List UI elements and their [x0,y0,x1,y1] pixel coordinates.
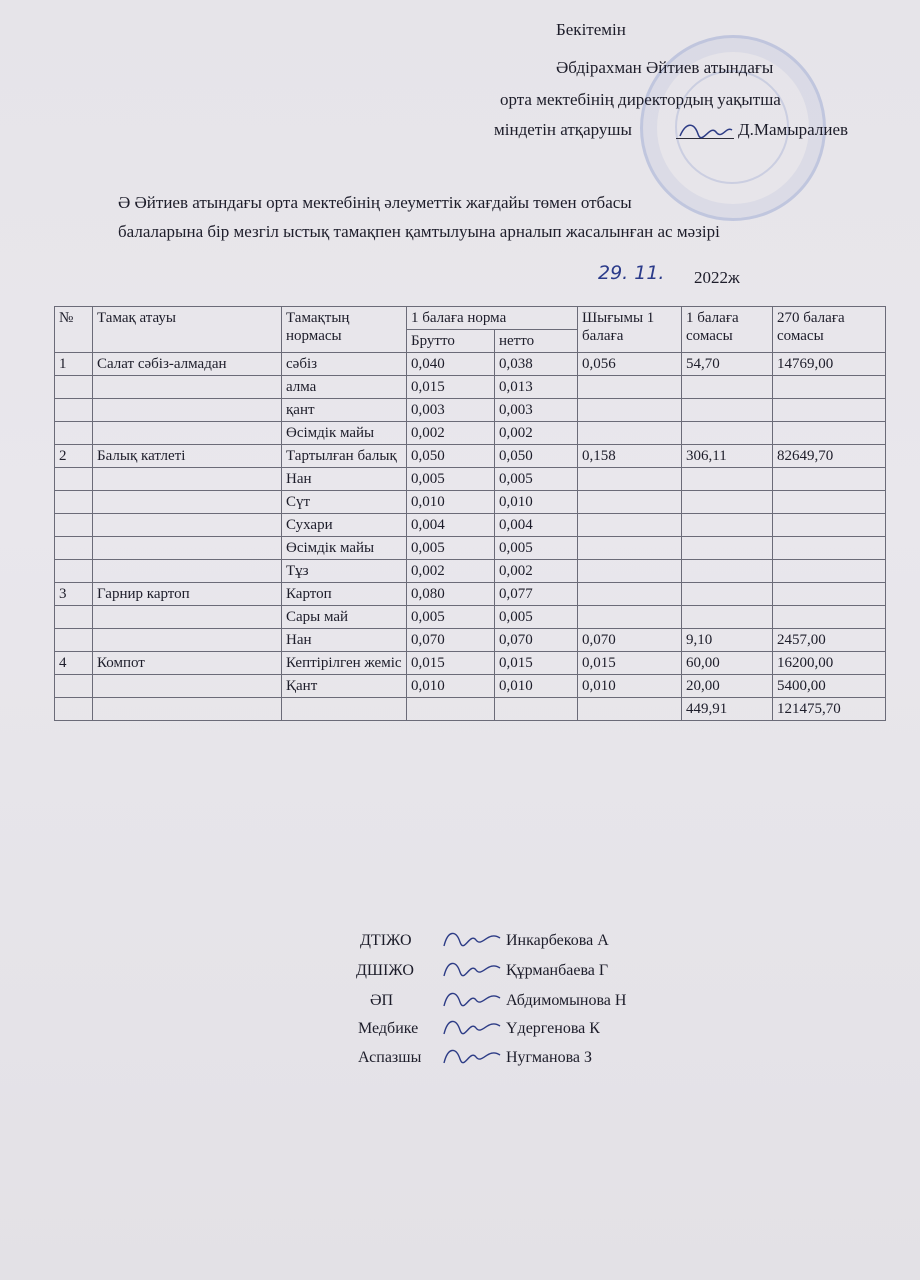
total-row [55,698,886,721]
header-sum1: 1 балаға сомасы [682,307,773,353]
cell-yield: 0,158 [578,445,682,468]
cell-item: Нан [282,468,407,491]
title-line-2: балаларына бір мезгіл ыстық тамақпен қамтылуына арналып жасалынған ас мәзірі [118,222,720,241]
signature-scribble [440,1014,504,1040]
cell-sum1: 9,10 [682,629,773,652]
cell-sum1 [682,560,773,583]
cell-netto: 0,005 [495,606,578,629]
header-yield: Шығымы 1 балаға [578,307,682,353]
header-norm: Тамақтың нормасы [282,307,407,353]
approval-line-1: Бекітемін [556,20,626,39]
cell-num [55,399,93,422]
date-handwritten: 29. 11. [598,262,665,284]
cell-num [55,376,93,399]
cell-name [93,422,282,445]
cell-sum270: 16200,00 [773,652,886,675]
signature-name: Нугманова З [506,1049,593,1066]
cell-netto: 0,004 [495,514,578,537]
cell-brutto: 0,050 [407,445,495,468]
cell-yield: 0,010 [578,675,682,698]
cell-brutto: 0,010 [407,491,495,514]
cell-netto: 0,010 [495,491,578,514]
cell-item: Картоп [282,583,407,606]
cell-sum270 [773,491,886,514]
table-row [55,468,886,491]
signature-name: Абдимомынова Н [506,992,627,1009]
cell-name [93,514,282,537]
cell-sum1 [682,606,773,629]
cell-yield [578,376,682,399]
total-sum1: 449,91 [682,698,773,721]
cell-netto: 0,015 [495,652,578,675]
cell-brutto: 0,010 [407,675,495,698]
cell-sum270 [773,583,886,606]
signature-role: ДТІЖО [360,932,412,949]
director-name: Д.Мамыралиев [738,120,849,139]
header-per-child: 1 балаға норма [407,307,578,330]
cell-netto: 0,038 [495,353,578,376]
cell-num [55,675,93,698]
cell-sum1: 54,70 [682,353,773,376]
approval-line-4: міндетін атқарушы [494,120,632,139]
cell-brutto: 0,002 [407,422,495,445]
cell-name [93,675,282,698]
cell-sum270 [773,422,886,445]
cell-item: Тұз [282,560,407,583]
signature-role: ӘП [370,992,394,1009]
cell-sum1 [682,468,773,491]
cell-brutto: 0,040 [407,353,495,376]
cell-item: Сары май [282,606,407,629]
signature-role: Медбике [358,1020,419,1037]
header-brutto: Брутто [407,330,495,353]
cell-sum1: 306,11 [682,445,773,468]
total-empty-cell [282,698,407,721]
cell-netto: 0,077 [495,583,578,606]
table-row [55,399,886,422]
cell-sum270 [773,606,886,629]
cell-brutto: 0,070 [407,629,495,652]
cell-sum270: 82649,70 [773,445,886,468]
cell-sum1 [682,583,773,606]
cell-brutto: 0,005 [407,537,495,560]
table-row [55,537,886,560]
cell-name: Гарнир картоп [93,583,282,606]
cell-yield [578,560,682,583]
menu-table [54,306,886,721]
cell-item: Нан [282,629,407,652]
cell-num [55,629,93,652]
cell-yield [578,514,682,537]
cell-sum270 [773,399,886,422]
cell-name: Компот [93,652,282,675]
table-row [55,675,886,698]
cell-netto: 0,070 [495,629,578,652]
cell-num [55,468,93,491]
table-row [55,629,886,652]
cell-yield: 0,056 [578,353,682,376]
cell-sum270 [773,537,886,560]
cell-num [55,560,93,583]
cell-name: Салат сәбіз-алмадан [93,353,282,376]
cell-item: Тартылған балық [282,445,407,468]
cell-yield: 0,015 [578,652,682,675]
cell-netto: 0,013 [495,376,578,399]
table-row [55,353,886,376]
approval-line-3: орта мектебінің директордың уақытша [500,90,781,109]
cell-item: Өсімдік майы [282,537,407,560]
cell-yield [578,583,682,606]
cell-num [55,537,93,560]
cell-netto: 0,002 [495,560,578,583]
signature-scribble [440,1043,504,1069]
table-row [55,514,886,537]
cell-item: алма [282,376,407,399]
cell-brutto: 0,080 [407,583,495,606]
cell-name [93,560,282,583]
cell-yield [578,422,682,445]
signature-scribble [440,926,504,952]
cell-item: сәбіз [282,353,407,376]
cell-yield [578,399,682,422]
table-row [55,491,886,514]
cell-sum1 [682,514,773,537]
cell-name [93,629,282,652]
signature-scribble [440,986,504,1012]
header-row [55,307,886,330]
cell-sum270: 2457,00 [773,629,886,652]
cell-item: Кептірілген жеміс [282,652,407,675]
cell-netto: 0,050 [495,445,578,468]
header-num: № [55,307,93,353]
director-signature [676,120,734,139]
cell-sum270: 5400,00 [773,675,886,698]
cell-num: 2 [55,445,93,468]
signature-role: Аспазшы [358,1049,422,1066]
cell-brutto: 0,004 [407,514,495,537]
cell-num [55,606,93,629]
cell-num [55,514,93,537]
date-year: 2022ж [694,268,740,287]
approval-line-2: Әбдірахман Әйтиев атындағы [556,58,774,77]
cell-item: Сухари [282,514,407,537]
cell-sum1: 60,00 [682,652,773,675]
cell-brutto: 0,015 [407,652,495,675]
total-sum270: 121475,70 [773,698,886,721]
table-row [55,376,886,399]
cell-yield [578,606,682,629]
cell-sum270 [773,468,886,491]
signature-scribble [440,956,504,982]
cell-sum270 [773,376,886,399]
total-empty-cell [55,698,93,721]
cell-name: Балық катлеті [93,445,282,468]
cell-brutto: 0,005 [407,606,495,629]
cell-num: 4 [55,652,93,675]
cell-netto: 0,010 [495,675,578,698]
signature-role: ДШІЖО [356,962,414,979]
cell-name [93,491,282,514]
cell-num [55,422,93,445]
cell-sum1 [682,422,773,445]
cell-num [55,491,93,514]
total-empty-cell [495,698,578,721]
cell-sum1: 20,00 [682,675,773,698]
cell-name [93,399,282,422]
cell-brutto: 0,005 [407,468,495,491]
cell-sum270 [773,560,886,583]
cell-sum1 [682,399,773,422]
cell-sum1 [682,537,773,560]
cell-yield [578,468,682,491]
cell-item: Қант [282,675,407,698]
cell-name [93,606,282,629]
cell-num: 1 [55,353,93,376]
signature-name: Инкарбекова А [506,932,609,949]
table-row [55,652,886,675]
cell-netto: 0,005 [495,537,578,560]
cell-brutto: 0,003 [407,399,495,422]
cell-sum1 [682,376,773,399]
total-empty-cell [93,698,282,721]
header-sum270: 270 балаға сомасы [773,307,886,353]
cell-brutto: 0,002 [407,560,495,583]
table-row [55,422,886,445]
header-netto: нетто [495,330,578,353]
signature-scribble [676,120,734,140]
cell-name [93,537,282,560]
cell-sum270: 14769,00 [773,353,886,376]
cell-brutto: 0,015 [407,376,495,399]
title-line-1: Ә Әйтиев атындағы орта мектебінің әлеуметтік жағдайы төмен отбасы [118,193,632,212]
cell-netto: 0,005 [495,468,578,491]
cell-num: 3 [55,583,93,606]
total-empty-cell [407,698,495,721]
signature-name: Құрманбаева Г [506,962,609,979]
cell-item: қант [282,399,407,422]
cell-name [93,376,282,399]
cell-yield [578,537,682,560]
table-row [55,445,886,468]
table-row [55,583,886,606]
signature-name: Үдергенова К [506,1020,600,1037]
cell-yield [578,491,682,514]
cell-sum1 [682,491,773,514]
cell-netto: 0,003 [495,399,578,422]
cell-yield: 0,070 [578,629,682,652]
cell-item: Сүт [282,491,407,514]
cell-name [93,468,282,491]
cell-netto: 0,002 [495,422,578,445]
table-row [55,606,886,629]
total-empty-cell [578,698,682,721]
header-name: Тамақ атауы [93,307,282,353]
cell-sum270 [773,514,886,537]
cell-item: Өсімдік майы [282,422,407,445]
table-row [55,560,886,583]
